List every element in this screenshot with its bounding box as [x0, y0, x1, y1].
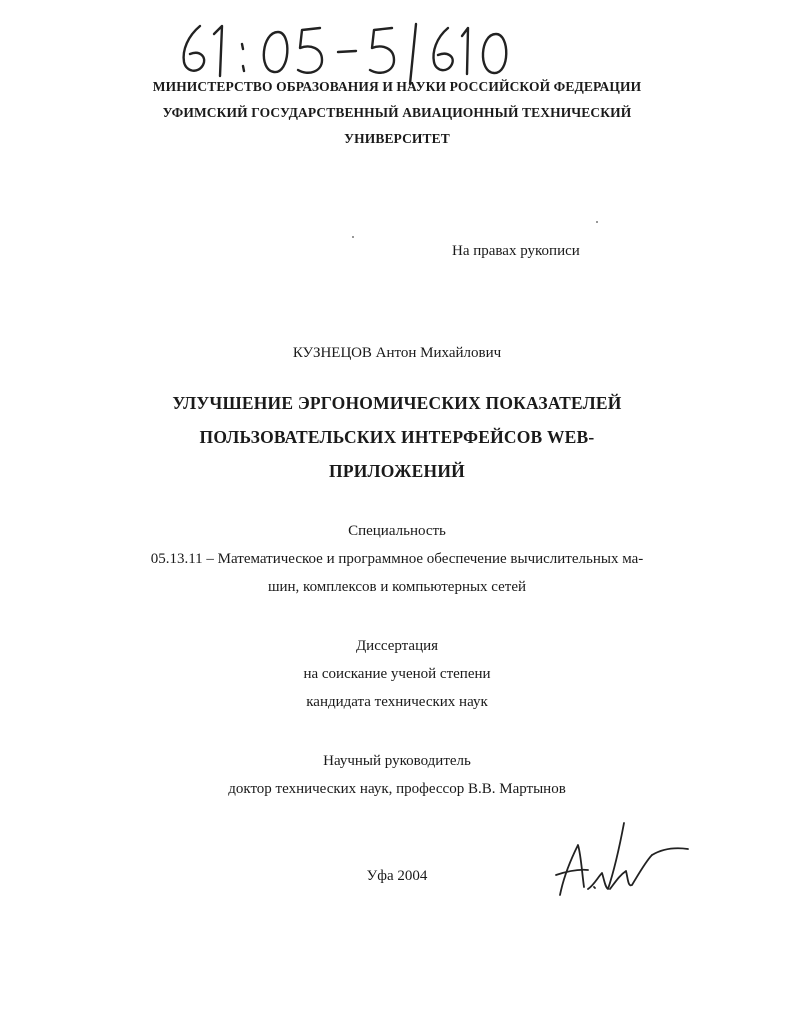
supervisor-name: доктор технических наук, профессор В.В. Мартынов	[228, 781, 566, 797]
university-line-3: УНИВЕРСИТЕТ	[344, 131, 450, 146]
thesis-title-line-1: УЛУЧШЕНИЕ ЭРГОНОМИЧЕСКИХ ПОКАЗАТЕЛЕЙ	[172, 393, 622, 413]
supervisor-label: Научный руководитель	[323, 753, 471, 769]
manuscript-rights-note: На правах рукописи	[452, 243, 580, 259]
scan-speck	[352, 236, 354, 238]
university-line-2: УФИМСКИЙ ГОСУДАРСТВЕННЫЙ АВИАЦИОННЫЙ ТЕХНИЧЕСКИЙ	[162, 105, 632, 120]
specialty-label: Специальность	[348, 523, 446, 539]
author-signature	[548, 815, 698, 900]
degree-line-1: на соискание ученой степени	[303, 666, 491, 682]
thesis-title-line-3: ПРИЛОЖЕНИЙ	[329, 461, 465, 481]
ministry-line-1: МИНИСТЕРСТВО ОБРАЗОВАНИЯ И НАУКИ РОССИЙСКОЙ ФЕДЕРАЦИИ	[152, 79, 642, 94]
degree-line-2: кандидата технических наук	[306, 694, 488, 710]
scan-speck	[596, 221, 598, 223]
handwritten-archive-number	[170, 18, 530, 88]
specialty-code-line-2: шин, комплексов и компьютерных сетей	[267, 579, 527, 595]
place-and-year: Уфа 2004	[366, 868, 428, 884]
thesis-title-line-2: ПОЛЬЗОВАТЕЛЬСКИХ ИНТЕРФЕЙСОВ WEB-	[199, 427, 595, 447]
dissertation-label: Диссертация	[355, 638, 439, 654]
specialty-code-line-1: 05.13.11 – Математическое и программное обеспечение вычислительных ма-	[150, 551, 644, 567]
author-name: КУЗНЕЦОВ Антон Михайлович	[292, 345, 502, 361]
